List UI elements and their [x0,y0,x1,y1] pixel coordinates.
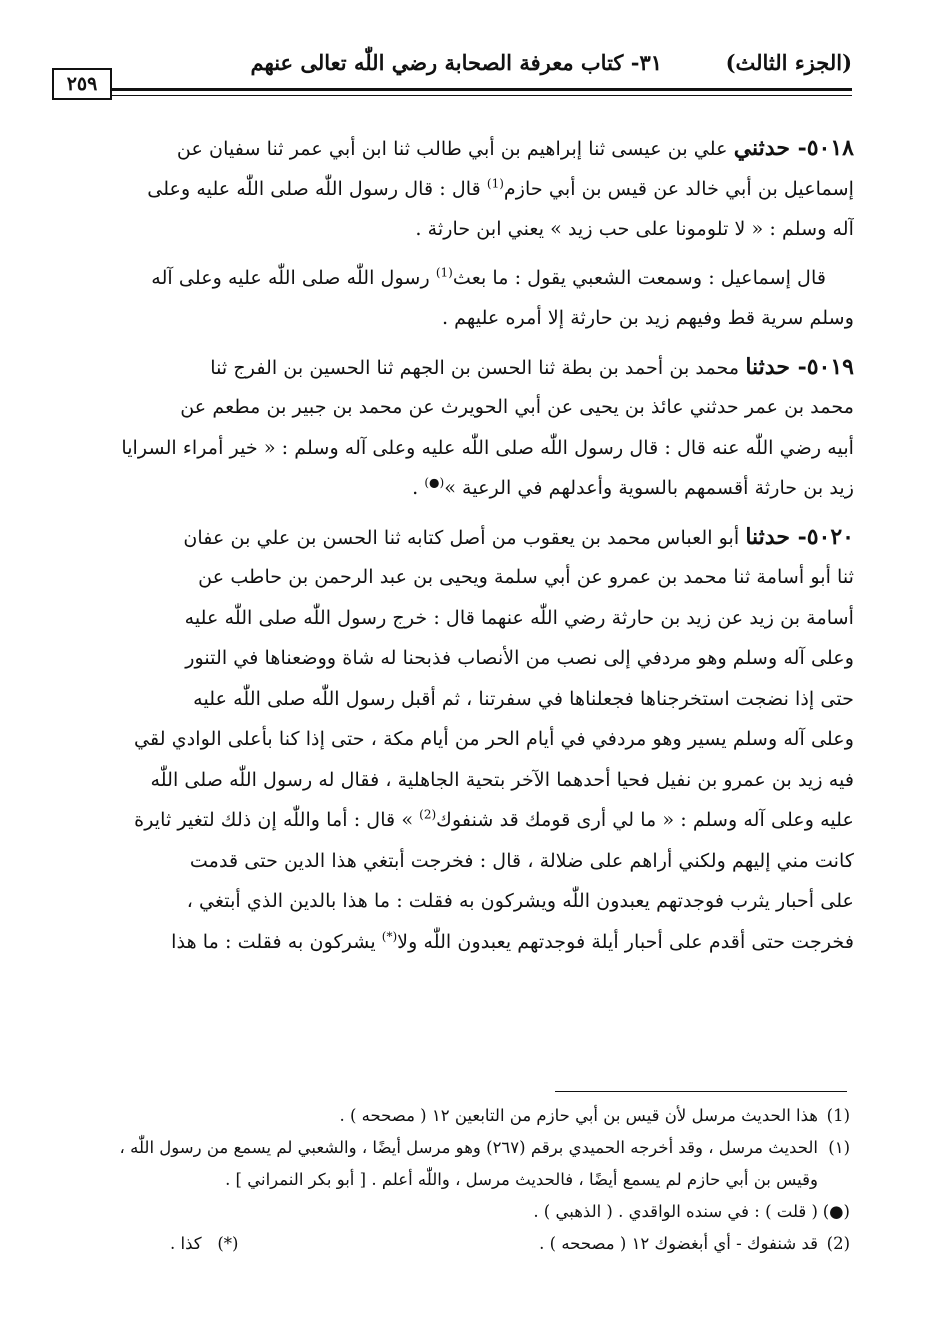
hadith-number: ٥٠١٩- حدثنا [745,353,854,380]
footnote-ref: (2) [419,807,437,822]
footnote-marker: (١) [828,1138,850,1157]
footnote-ref: (1) [486,176,504,191]
footnote-kadha: (*) كذا . [170,1234,239,1253]
text-line: كانت مني إليهم ولكني أراهم على ضلالة ، قال : فخرجت أبتغي هذا الدين حتى قدمت [189,848,854,872]
text-line: إسماعيل بن أبي خالد عن قيس بن أبي حازم$^{(1)}$ قال : قال رسول اللّٰه صلى اللّٰه عليه وعلى [147,176,854,200]
page-number: ٢٥٩ [52,68,112,100]
text-line: فخرجت حتى أقدم على أحبار أيلة فوجدتهم يعبدون اللّٰه ولا(*) يشركون به فقلت : ما هذا [171,929,854,953]
footnote-marker: (1) [826,1106,850,1125]
header-rule [110,88,852,91]
text-line: ٥٠٢٠- حدثنا أبو العباس محمد بن يعقوب من أصل كتابه ثنا الحسن بن علي بن عفان [183,523,854,550]
text-line: أبيه رضي اللّٰه عنه قال : قال رسول اللّٰه صلى اللّٰه عليه وعلى آله وسلم : « خير أمراء السرايا [121,435,854,459]
text-line: ثنا أبو أسامة ثنا محمد بن عمرو عن أبي سلمة ويحيى بن عبد الرحمن بن حاطب عن [198,565,854,588]
text-line: وسلم سرية قط وفيهم زيد بن حارثة إلا أمره عليهم . [441,306,854,329]
part-label: (الجزء الثالث) [725,50,852,75]
text-line: ٥٠١٨- حدثني علي بن عيسى ثنا إبراهيم بن أبي طالب ثنا ابن أبي عمر ثنا سفيان عن [176,135,854,161]
footnote-ref: (●) [424,475,445,490]
text-line: قال إسماعيل : وسمعت الشعبي يقول : ما بعث$^{(1)}$ رسول اللّٰه صلى اللّٰه عليه وعلى آله [151,265,826,289]
text-line: آله وسلم : « لا تلومونا على حب زيد » يعني ابن حارثة . [415,217,854,240]
footnote-marker: (2) [826,1234,850,1253]
footnote-ref: (*) [381,929,398,944]
hadith-number: ٥٠١٨- حدثني [733,135,854,161]
footnote: (●)( قلت ) : في سنده الواقدي . ( الذهبي ) . [60,1196,850,1228]
footnote: (2)قد شنفوك - أي أبغضوك ١٢ ( مصححه ) . (*) كذا . [60,1228,850,1260]
text-line: وعلى آله وسلم يسير وهو مردفي في أيام الحر من أيام مكة ، حتى إذا كنا بأعلى الوادي لقي [134,727,854,750]
text-line: زيد بن حارثة أقسمهم بالسوية وأعدلهم في الرعية »(●) . [412,475,854,499]
footnotes [60,1100,850,1260]
text-line: أسامة بن زيد عن زيد بن حارثة رضي اللّٰه عنهما قال : خرج رسول اللّٰه صلى اللّٰه عليه [184,605,854,629]
text-line: وعلى آله وسلم وهو مردفي إلى نصب من الأنصاب فذبحنا له شاة ووضعناها في التنور [185,646,854,669]
text-line: عليه وعلى آله وسلم : « ما لي أرى قومك قد شنفوك$^{(2)}$ » قال : أما واللّٰه إن ذلك لتغير ثايرة [134,807,854,831]
main-text [42,128,854,962]
footnote-ref: (1) [435,265,453,280]
header-rule-thin [110,95,852,96]
running-header [40,46,852,86]
footnote-marker: (●) [822,1202,850,1221]
chapter-title: ٣١- كتاب معرفة الصحابة رضي اللّٰه تعالى عنهم [250,50,662,75]
footnote: (١)الحديث مرسل ، وقد أخرجه الحميدي برقم (٢٦٧) وهو مرسل أيضًا ، والشعبي لم يسمع من رسول اللّٰه ، [60,1132,850,1164]
text-line: محمد بن عمر حدثني عائذ بن يحيى عن أبي الحويرث عن محمد بن جبير بن مطعم عن [180,395,854,418]
footnote-continuation: وقيس بن أبي حازم لم يسمع أيضًا ، فالحديث مرسل ، واللّٰه أعلم . [ أبو بكر النمراني ] . [225,1170,818,1189]
footnote: (1)هذا الحديث مرسل لأن قيس بن أبي حازم من التابعين ١٢ ( مصححه ) . [60,1100,850,1132]
text-line: حتى إذا نضجت استخرجناها فجعلناها في سفرتنا ، ثم أقبل رسول اللّٰه صلى اللّٰه عليه [193,686,854,710]
text-line: فيه زيد بن عمرو بن نفيل فحيا أحدهما الآخر بتحية الجاهلية ، فقال له رسول اللّٰه صلى اللّٰه [150,767,854,791]
text-line: على أحبار يثرب فوجدتهم يعبدون اللّٰه ويشركون به فقلت : ما هذا بالدين الذي أبتغي ، [186,889,854,912]
hadith-number: ٥٠٢٠- حدثنا [745,523,854,550]
text-line: ٥٠١٩- حدثنا محمد بن أحمد بن بطة ثنا الحسن بن الجهم ثنا الحسين بن الفرج ثنا [210,353,854,380]
footnote-separator [555,1091,847,1092]
